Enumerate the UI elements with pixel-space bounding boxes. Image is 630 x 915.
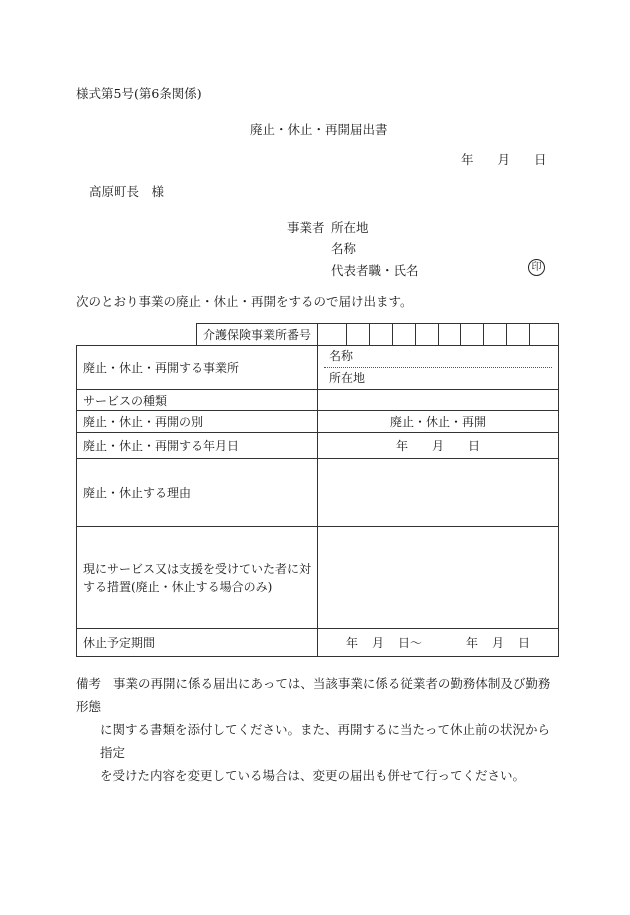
service-type-label: サービスの種類 [77,390,318,411]
digit-box[interactable] [438,324,461,345]
digit-box[interactable] [415,324,438,345]
remarks-line-2: に関する書類を添付してください。また、再開するに当たって休止前の状況から指定 [100,722,551,760]
reason-label: 廃止・休止する理由 [77,459,318,527]
office-fields [318,346,559,390]
applicant-label: 事業者 [287,220,325,235]
office-number-label: 介護保険事業所番号 [197,324,318,346]
effective-date-field[interactable]: 年 月 日 [318,433,559,459]
suspension-period-label: 休止予定期間 [77,629,318,657]
digit-box[interactable] [346,324,369,345]
digit-box[interactable] [529,324,552,345]
intro-text: 次のとおり事業の廃止・休止・再開をするので届け出ます。 [76,294,413,309]
remarks-line-3: を受けた内容を変更している場合は、変更の届出も併せて行ってください。 [100,768,526,783]
measures-field[interactable] [318,527,559,629]
remarks-label: 備考 [76,676,102,691]
reason-field[interactable] [318,459,559,527]
measures-label: 現にサービス又は支援を受けていた者に対する措置(廃止・休止する場合のみ) [77,527,318,629]
digit-box[interactable] [392,324,415,345]
suspension-period-field[interactable]: 年 月 日〜 年 月 日 [318,629,559,657]
digit-box[interactable] [324,324,346,345]
seal-mark: 印 [528,259,545,276]
remarks-line-1: 備考 事業の再開に係る届出にあっては、当該事業に係る従業者の勤務体制及び勤務形態 [76,676,551,714]
form-number: 様式第5号(第6条関係) [76,86,202,101]
notification-table [76,323,559,657]
digit-box[interactable] [483,324,506,345]
digit-box[interactable] [460,324,483,345]
applicant-name-label: 名称 [331,241,357,256]
service-type-field[interactable] [318,390,559,411]
category-label: 廃止・休止・再開の別 [77,411,318,433]
office-name-field[interactable]: 名称 [324,346,552,368]
office-address-field[interactable]: 所在地 [329,371,366,385]
date-year: 年 [461,152,474,167]
submission-date [461,150,547,168]
remarks [76,672,560,787]
date-day: 日 [534,152,547,167]
applicant-address-label: 所在地 [331,220,369,235]
blank-corner [77,324,197,346]
representative-label: 代表者職・氏名 [331,263,419,278]
office-label: 廃止・休止・再開する事業所 [77,346,318,390]
date-label: 廃止・休止・再開する年月日 [77,433,318,459]
digit-box[interactable] [506,324,529,345]
addressee: 高原町長 様 [89,184,165,199]
category-value[interactable]: 廃止・休止・再開 [318,411,559,433]
document-title: 廃止・休止・再開届出書 [250,122,388,137]
office-number-boxes[interactable] [318,324,559,346]
date-month: 月 [497,152,511,167]
digit-box[interactable] [369,324,392,345]
